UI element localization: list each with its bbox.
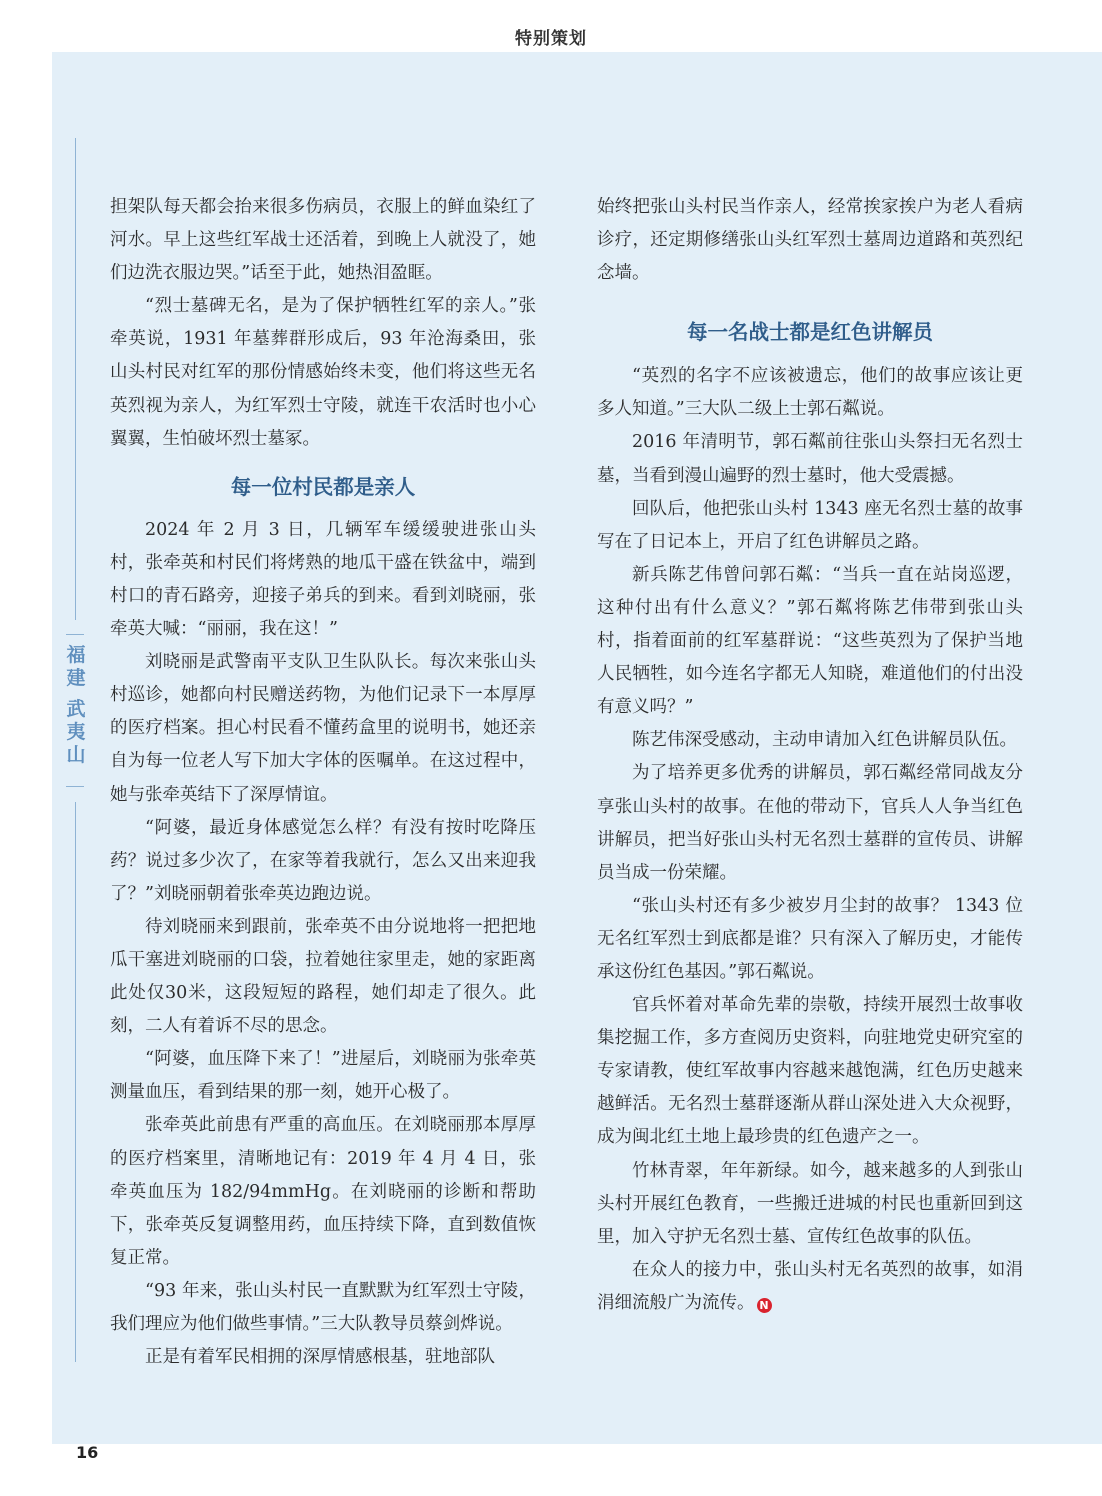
paragraph: 担架队每天都会抬来很多伤病员，衣服上的鲜血染红了河水。早上这些红军战士还活着，到晚上人就没了，她们边洗衣服边哭。”话至于此，她热泪盈眶。: [110, 197, 536, 284]
section-title: 特别策划: [515, 29, 587, 49]
paragraph: 2024 年 2 月 3 日，几辆军车缓缓驶进张山头村，张牵英和村民们将烤熟的地瓜干盛在铁盆中，端到村口的青石路旁，迎接子弟兵的到来。看到刘晓丽，张牵英大喊：“丽丽，我在这！”: [110, 519, 536, 640]
paragraph: 为了培养更多优秀的讲解员，郭石粼经常同战友分享张山头村的故事。在他的带动下，官兵人人争当红色讲解员，把当好张山头村无名烈士墓群的宣传员、讲解员当成一份荣耀。: [597, 763, 1023, 883]
page-number: 16: [76, 1443, 99, 1462]
sidebar-label-city: 武夷山: [66, 698, 86, 766]
sidebar-rule-bottom: [75, 802, 76, 1362]
sidebar-tick-top: [66, 634, 84, 635]
sidebar-label-province: 福建: [66, 644, 86, 689]
paragraph: 始终把张山头村民当作亲人，经常挨家挨户为老人看病诊疗，还定期修缮张山头红军烈士墓周边道路和英烈纪念墙。: [597, 197, 1023, 284]
paragraph: 新兵陈艺伟曾问郭石粼：“当兵一直在站岗巡逻，这种付出有什么意义？”郭石粼将陈艺伟带到张山头村，指着面前的红军墓群说：“这些英烈为了保护当地人民牺牲，如今连名字都无人知晓，难道他们的付出没有意义吗？”: [597, 564, 1023, 718]
paragraph: 竹林青翠，年年新绿。如今，越来越多的人到张山头村开展红色教育，一些搬迁进城的村民也重新回到这里，加入守护无名烈士墓、宣传红色故事的队伍。: [597, 1160, 1023, 1247]
paragraph: “英烈的名字不应该被遗忘，他们的故事应该让更多人知道。”三大队二级上士郭石粼说。: [597, 366, 1023, 420]
sidebar-rule-top: [75, 138, 76, 620]
paragraph: 2016 年清明节，郭石粼前往张山头祭扫无名烈士墓，当看到漫山遍野的烈士墓时，他大受震撼。: [597, 432, 1023, 486]
paragraph: “阿婆，血压降下来了！”进屋后，刘晓丽为张牵英测量血压，看到结果的那一刻，她开心极了。: [110, 1049, 536, 1103]
right-column: [597, 191, 1023, 1320]
paragraph: 回队后，他把张山头村 1343 座无名烈士墓的故事写在了日记本上，开启了红色讲解员之路。: [597, 498, 1023, 552]
sidebar-tick-bottom: [66, 786, 84, 787]
paragraph: 张牵英此前患有严重的高血压。在刘晓丽那本厚厚的医疗档案里，清晰地记有：2019 年 4 月 4 日，张牵英血压为 182/94mmHg。在刘晓丽的诊断和帮助下，张牵英反复调整用药，血压持续下降，直到数值恢复正常。: [110, 1115, 536, 1268]
paragraph: “93 年来，张山头村民一直默默为红军烈士守陵，我们理应为他们做些事情。”三大队教导员蔡剑烨说。: [110, 1280, 536, 1334]
paragraph: 陈艺伟深受感动，主动申请加入红色讲解员队伍。: [632, 730, 1017, 751]
sidebar-location-label: [62, 644, 90, 767]
section-heading: 每一位村民都是亲人: [230, 474, 416, 499]
paragraph: 正是有着军民相拥的深厚情感根基，驻地部队: [145, 1347, 495, 1368]
article-end-logo-icon: N: [757, 1298, 772, 1313]
paragraph: “张山头村还有多少被岁月尘封的故事？ 1343 位无名红军烈士到底都是谁？只有深入了解历史，才能传承这份红色基因。”郭石粼说。: [597, 895, 1023, 982]
paragraph: 待刘晓丽来到跟前，张牵英不由分说地将一把把地瓜干塞进刘晓丽的口袋，拉着她往家里走，她的家距离此处仅30米，这段短短的路程，她们却走了很久。此刻，二人有着诉不尽的思念。: [110, 916, 536, 1037]
paragraph-final-text: 在众人的接力中，张山头村无名英烈的故事，如涓涓细流般广为流传。: [597, 1259, 1023, 1313]
paragraph: “阿婆，最近身体感觉怎么样？有没有按时吃降压药？说过多少次了，在家等着我就行，怎么又出来迎我了？”刘晓丽朝着张牵英边跑边说。: [110, 817, 536, 904]
paragraph: “烈士墓碑无名，是为了保护牺牲红军的亲人。”张牵英说，1931 年墓葬群形成后，93 年沧海桑田，张山头村民对红军的那份情感始终未变，他们将这些无名英烈视为亲人，为红军烈士守陵，就连干农活时也小心翼翼，生怕破坏烈士墓冢。: [110, 296, 536, 449]
paragraph-final: [597, 1254, 1023, 1320]
left-column: [110, 191, 536, 1374]
section-heading: 每一名战士都是红色讲解员: [687, 320, 933, 345]
paragraph: 刘晓丽是武警南平支队卫生队队长。每次来张山头村巡诊，她都向村民赠送药物，为他们记录下一本厚厚的医疗档案。担心村民看不懂药盒里的说明书，她还亲自为每一位老人写下加大字体的医嘱单。在这过程中，她与张牵英结下了深厚情谊。: [110, 652, 536, 805]
paragraph: 官兵怀着对革命先辈的崇敬，持续开展烈士故事收集挖掘工作，多方查阅历史资料，向驻地党史研究室的专家请教，使红军故事内容越来越饱满，红色历史越来越鲜活。无名烈士墓群逐渐从群山深处进入大众视野，成为闽北红土地上最珍贵的红色遗产之一。: [597, 995, 1023, 1148]
